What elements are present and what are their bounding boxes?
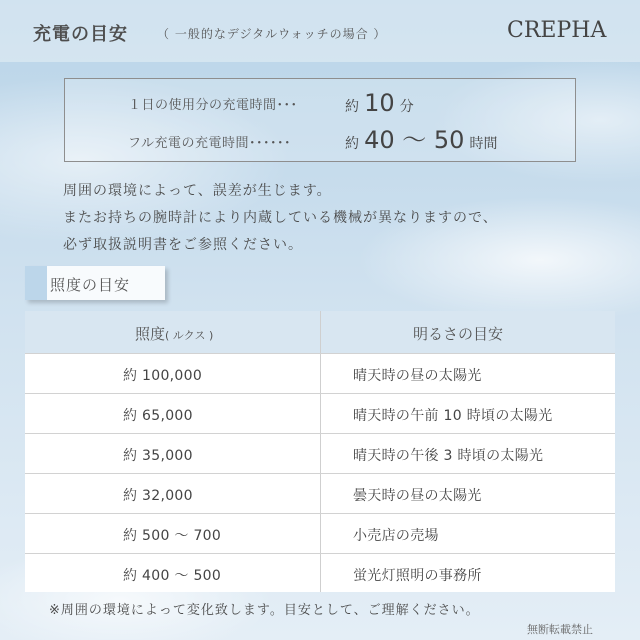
charge-daily-prefix: 約 [345, 99, 359, 115]
header-illuminance-label: 照度 [135, 325, 166, 343]
note-line: 必ず取扱説明書をご参照ください。 [63, 237, 303, 253]
charge-daily-unit: 分 [399, 99, 414, 115]
header-bar [0, 0, 640, 62]
charge-daily-value [345, 89, 414, 117]
table-row [25, 553, 615, 593]
charge-full-prefix: 約 [345, 136, 359, 152]
column-header-brightness: 明るさの目安 [413, 325, 504, 343]
page-title: 充電の目安 [33, 24, 128, 45]
brightness-cell: 晴天時の午後 3 時頃の太陽光 [353, 448, 544, 464]
brightness-cell: 蛍光灯照明の事務所 [353, 568, 482, 584]
brand-logo: CREPHA [507, 18, 607, 43]
caution-note [63, 178, 498, 259]
table-row [25, 513, 615, 553]
brightness-cell: 晴天時の午前 10 時頃の太陽光 [353, 408, 553, 424]
table-row [25, 473, 615, 513]
lux-cell: 約 100,000 [123, 368, 203, 384]
charge-row-daily [65, 83, 575, 119]
section-heading [25, 266, 165, 300]
lux-cell: 約 35,000 [123, 448, 193, 464]
table-row [25, 393, 615, 433]
brightness-cell: 小売店の売場 [353, 528, 439, 544]
charge-daily-label: １日の使用分の充電時間･･･ [128, 98, 298, 113]
lux-cell: 約 65,000 [123, 408, 193, 424]
charge-daily-amount: 10 [364, 89, 395, 117]
section-title: 照度の目安 [50, 276, 131, 294]
charge-row-full [65, 121, 575, 157]
charge-full-label: フル充電の充電時間･･････ [128, 136, 291, 151]
illuminance-table [25, 311, 615, 592]
brightness-cell: 曇天時の昼の太陽光 [353, 488, 482, 504]
note-line: 周囲の環境によって、誤差が生じます。 [63, 183, 332, 199]
note-line: またお持ちの腕時計により内蔵している機械が異なりますので、 [63, 210, 498, 226]
page-subtitle: （ 一般的なデジタルウォッチの場合 ） [157, 27, 387, 41]
charge-full-unit: 時間 [469, 136, 498, 152]
footnote: ※周囲の環境によって変化致します。目安として、ご理解ください。 [49, 603, 480, 618]
lux-cell: 約 400 ～ 500 [123, 568, 222, 584]
charge-time-box [64, 78, 576, 162]
lux-cell: 約 32,000 [123, 488, 193, 504]
no-reproduction-note: 無断転載禁止 [527, 623, 593, 636]
lux-cell: 約 500 ～ 700 [123, 528, 222, 544]
column-header-illuminance [135, 323, 213, 344]
table-row [25, 433, 615, 473]
charge-full-value [345, 120, 498, 155]
header-unit-label: ( ルクス ) [165, 329, 214, 342]
table-row [25, 353, 615, 393]
brightness-cell: 晴天時の昼の太陽光 [353, 368, 482, 384]
charge-full-amount: 40 ～ 50 [364, 126, 465, 154]
